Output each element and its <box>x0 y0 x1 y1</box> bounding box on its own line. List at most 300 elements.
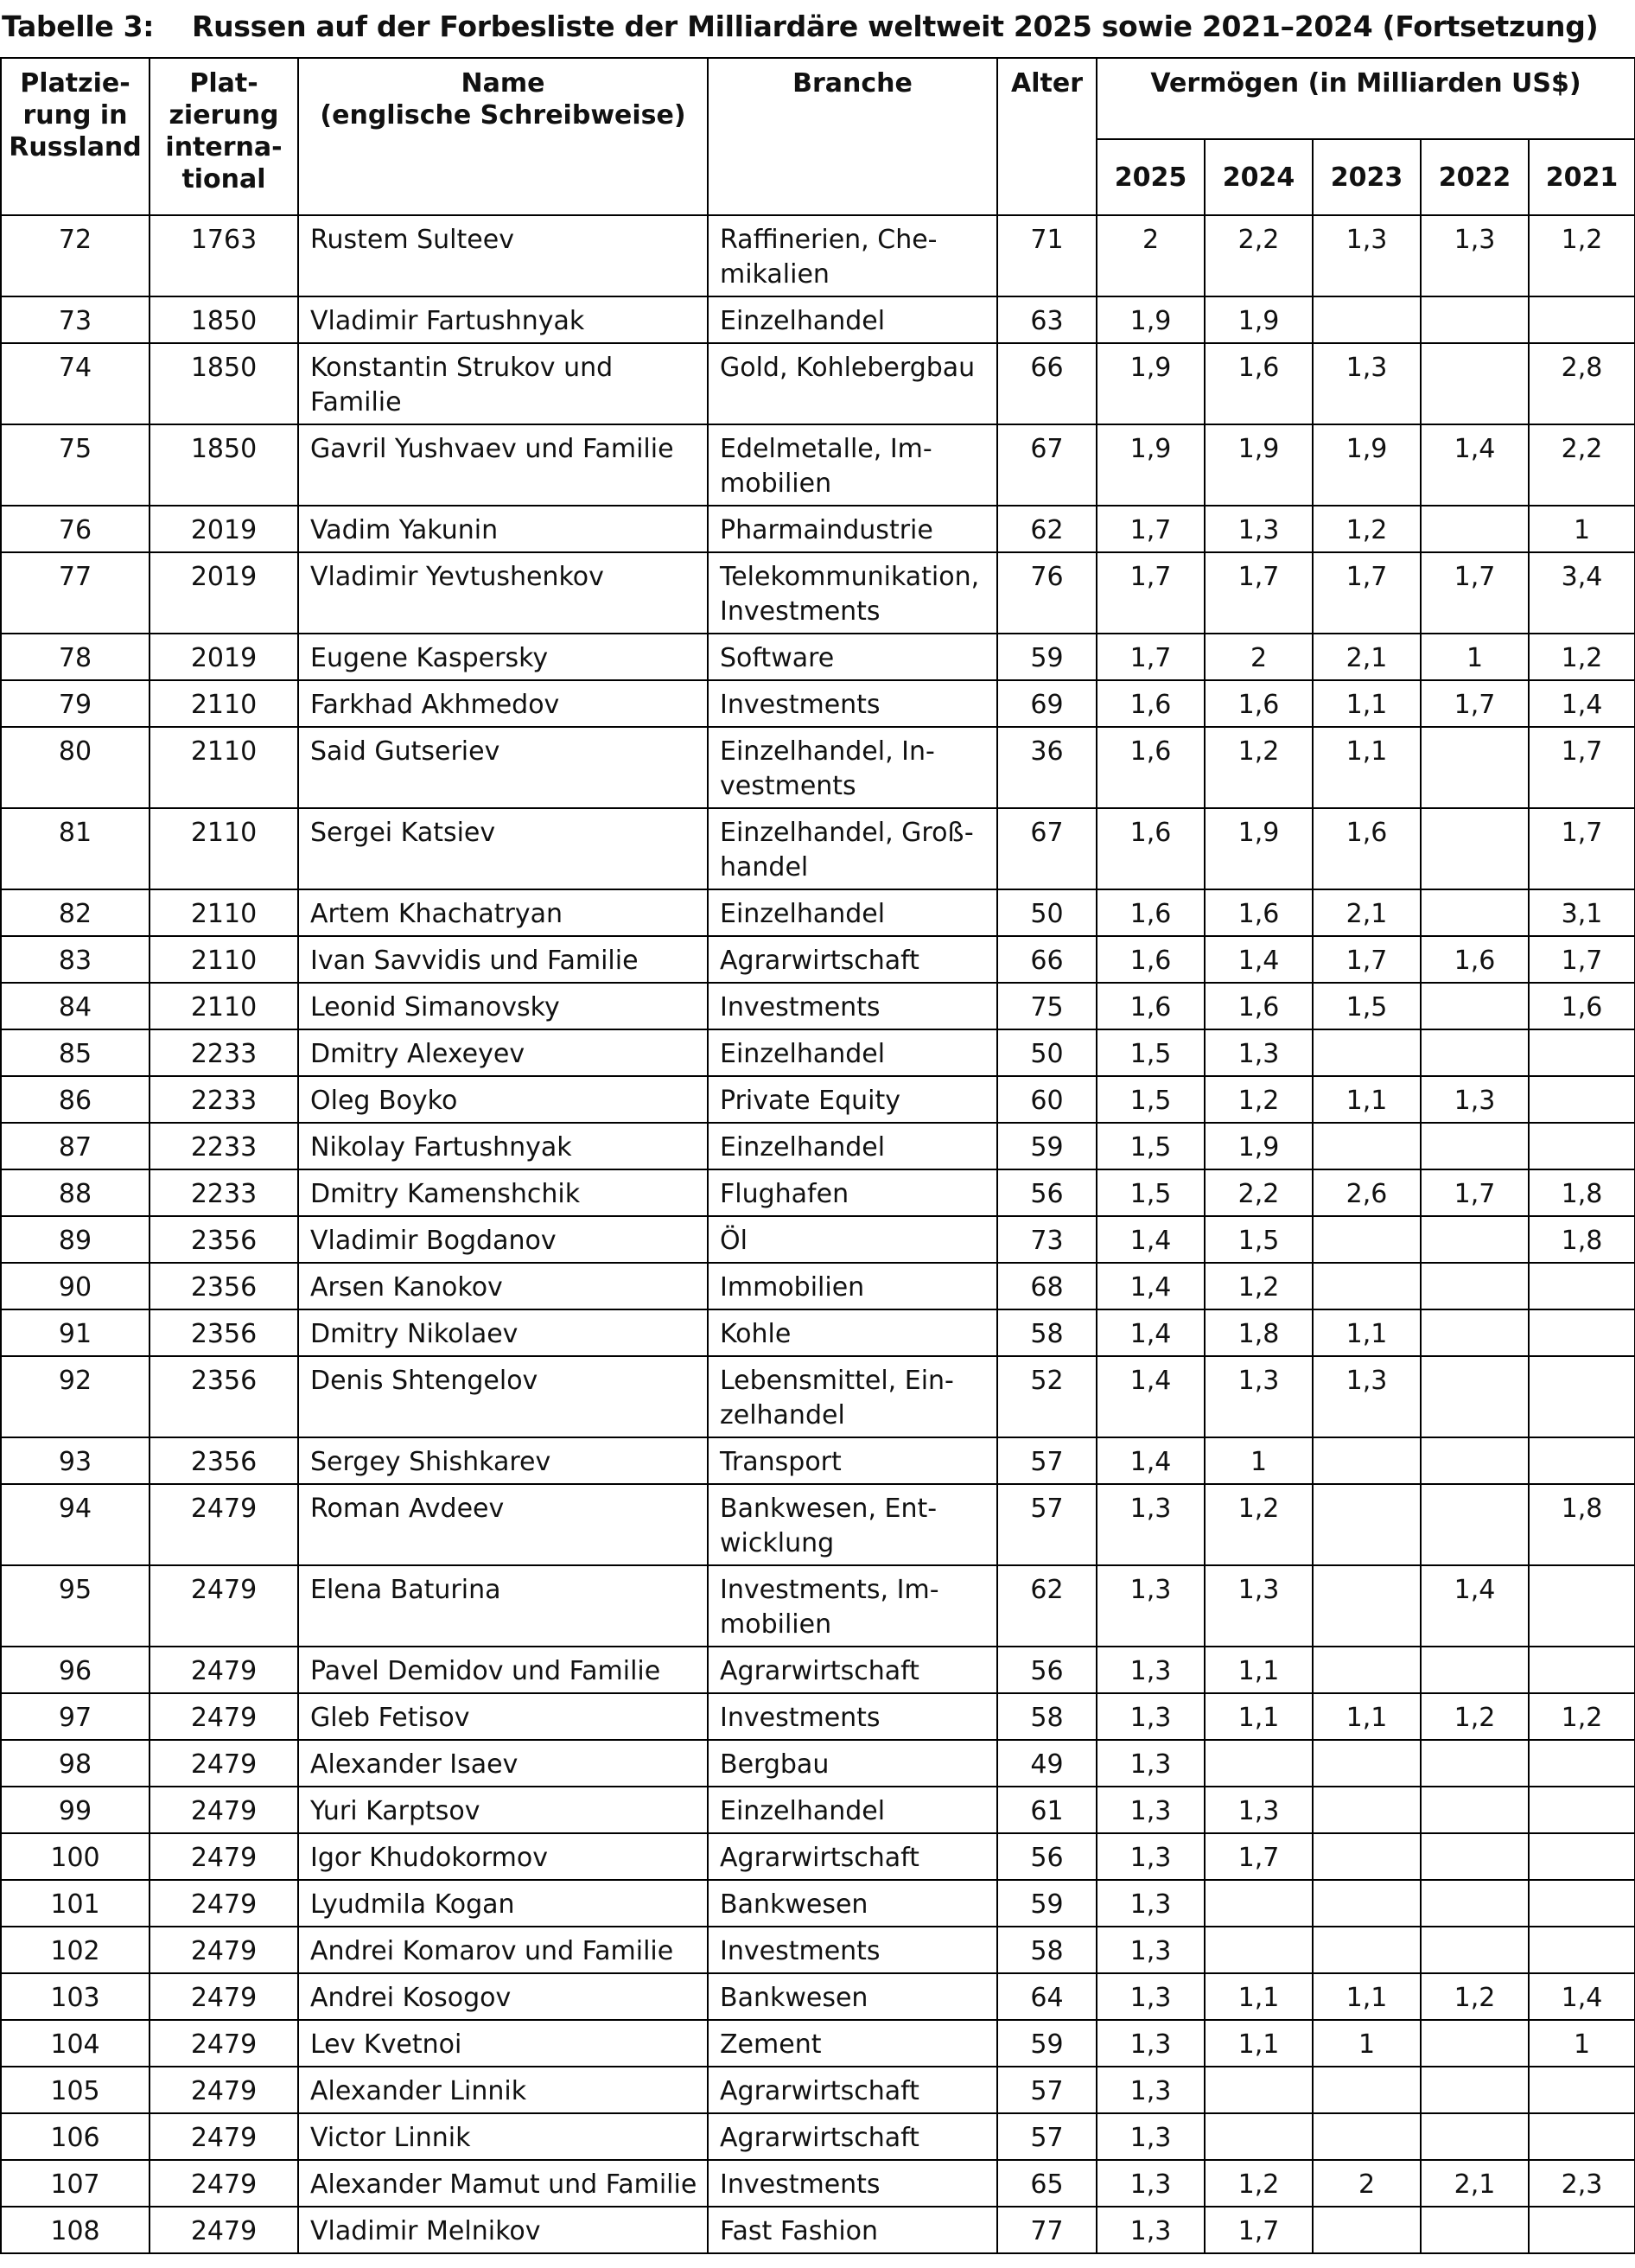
wealth-cell-2023 <box>1313 1833 1421 1880</box>
wealth-cell-2021: 1,4 <box>1529 1973 1635 2020</box>
age-cell: 75 <box>997 983 1097 1029</box>
wealth-cell-2022 <box>1421 2113 1529 2160</box>
rank-russia-cell: 107 <box>1 2160 150 2207</box>
wealth-cell-2021: 1,2 <box>1529 634 1635 680</box>
wealth-cell-2021: 1,8 <box>1529 1216 1635 1263</box>
header-year: 2022 <box>1421 139 1529 215</box>
rank-russia-cell: 103 <box>1 1973 150 2020</box>
wealth-cell-2024: 1,6 <box>1205 889 1313 936</box>
sector-cell-line: Raffinerien, Che- <box>720 225 938 255</box>
wealth-cell-2025: 1,9 <box>1097 296 1205 343</box>
rank-russia-cell: 95 <box>1 1565 150 1647</box>
wealth-cell-2021: 1 <box>1529 2020 1635 2067</box>
table-row <box>1 2020 1635 2067</box>
sector-cell <box>708 808 997 889</box>
wealth-cell-2021: 1 <box>1529 506 1635 552</box>
wealth-cell-2021: 1,7 <box>1529 727 1635 808</box>
wealth-cell-2025: 1,3 <box>1097 1833 1205 1880</box>
wealth-cell-2023 <box>1313 1565 1421 1647</box>
wealth-cell-2024: 1,1 <box>1205 1973 1313 2020</box>
wealth-cell-2025: 1,3 <box>1097 1647 1205 1693</box>
wealth-cell-2021: 1,6 <box>1529 983 1635 1029</box>
wealth-cell-2021 <box>1529 1927 1635 1973</box>
age-cell: 59 <box>997 634 1097 680</box>
age-cell: 66 <box>997 936 1097 983</box>
table-row <box>1 1263 1635 1309</box>
wealth-cell-2021 <box>1529 1880 1635 1927</box>
wealth-cell-2022 <box>1421 727 1529 808</box>
wealth-cell-2025: 1,5 <box>1097 1123 1205 1169</box>
table-row <box>1 1169 1635 1216</box>
wealth-cell-2023: 1,1 <box>1313 727 1421 808</box>
table-row <box>1 1927 1635 1973</box>
wealth-cell-2025: 1,7 <box>1097 552 1205 634</box>
name-cell: Dmitry Kamenshchik <box>298 1169 708 1216</box>
rank-russia-cell: 100 <box>1 1833 150 1880</box>
wealth-cell-2024: 1,4 <box>1205 936 1313 983</box>
wealth-cell-2025: 1,6 <box>1097 889 1205 936</box>
name-cell: Artem Khachatryan <box>298 889 708 936</box>
name-cell-line: Konstantin Strukov und <box>310 353 614 383</box>
wealth-cell-2022: 1,7 <box>1421 552 1529 634</box>
name-cell: Ivan Savvidis und Familie <box>298 936 708 983</box>
table-row <box>1 936 1635 983</box>
header-rank-international: Plat- zierung interna- tional <box>150 58 298 215</box>
wealth-cell-2025: 1,6 <box>1097 936 1205 983</box>
wealth-cell-2025: 1,3 <box>1097 1740 1205 1787</box>
age-cell: 65 <box>997 2160 1097 2207</box>
name-cell: Farkhad Akhmedov <box>298 680 708 727</box>
wealth-cell-2025: 1,4 <box>1097 1263 1205 1309</box>
billionaires-table <box>0 57 1635 2254</box>
sector-cell-line: Investments, Im- <box>720 1575 939 1605</box>
sector-cell-line: Telekommunikation, <box>720 562 980 592</box>
wealth-cell-2024: 1,1 <box>1205 1693 1313 1740</box>
sector-cell: Agrarwirtschaft <box>708 1647 997 1693</box>
rank-russia-cell: 77 <box>1 552 150 634</box>
wealth-cell-2021: 2,3 <box>1529 2160 1635 2207</box>
table-row <box>1 2067 1635 2113</box>
wealth-cell-2022 <box>1421 506 1529 552</box>
age-cell: 58 <box>997 1693 1097 1740</box>
rank-international-cell: 2110 <box>150 727 298 808</box>
sector-cell: Investments <box>708 2160 997 2207</box>
wealth-cell-2024: 1,3 <box>1205 506 1313 552</box>
rank-russia-cell: 101 <box>1 1880 150 1927</box>
wealth-cell-2025: 1,6 <box>1097 680 1205 727</box>
name-cell: Denis Shtengelov <box>298 1356 708 1437</box>
table-row <box>1 983 1635 1029</box>
rank-international-cell: 2233 <box>150 1029 298 1076</box>
wealth-cell-2024: 1,3 <box>1205 1356 1313 1437</box>
wealth-cell-2025: 1,4 <box>1097 1309 1205 1356</box>
name-cell: Andrei Komarov und Familie <box>298 1927 708 1973</box>
table-row <box>1 1693 1635 1740</box>
rank-russia-cell: 97 <box>1 1693 150 1740</box>
sector-cell-line: Edelmetalle, Im- <box>720 434 932 464</box>
rank-international-cell: 2233 <box>150 1076 298 1123</box>
sector-cell-line: Einzelhandel, Groß- <box>720 818 974 848</box>
wealth-cell-2022 <box>1421 808 1529 889</box>
name-cell: Roman Avdeev <box>298 1484 708 1565</box>
rank-russia-cell: 94 <box>1 1484 150 1565</box>
wealth-cell-2024: 1,2 <box>1205 727 1313 808</box>
age-cell: 50 <box>997 1029 1097 1076</box>
rank-russia-cell: 82 <box>1 889 150 936</box>
wealth-cell-2021: 3,1 <box>1529 889 1635 936</box>
wealth-cell-2023: 1,2 <box>1313 506 1421 552</box>
wealth-cell-2021 <box>1529 1647 1635 1693</box>
wealth-cell-2022: 1,2 <box>1421 1973 1529 2020</box>
table-row <box>1 1740 1635 1787</box>
rank-russia-cell: 74 <box>1 343 150 424</box>
wealth-cell-2022 <box>1421 1927 1529 1973</box>
name-cell: Arsen Kanokov <box>298 1263 708 1309</box>
rank-russia-cell: 76 <box>1 506 150 552</box>
sector-cell: Agrarwirtschaft <box>708 2067 997 2113</box>
wealth-cell-2024: 1,2 <box>1205 1263 1313 1309</box>
sector-cell-line: mobilien <box>720 468 832 499</box>
age-cell: 50 <box>997 889 1097 936</box>
age-cell: 77 <box>997 2207 1097 2253</box>
rank-international-cell: 2019 <box>150 552 298 634</box>
rank-international-cell: 2479 <box>150 1565 298 1647</box>
rank-international-cell: 2356 <box>150 1437 298 1484</box>
wealth-cell-2022 <box>1421 1437 1529 1484</box>
rank-russia-cell: 72 <box>1 215 150 296</box>
name-cell: Gavril Yushvaev und Familie <box>298 424 708 506</box>
age-cell: 52 <box>997 1356 1097 1437</box>
header-wealth: Vermögen (in Milliarden US$) <box>1097 58 1635 139</box>
rank-international-cell: 2479 <box>150 1740 298 1787</box>
wealth-cell-2021: 2,8 <box>1529 343 1635 424</box>
rank-international-cell: 2479 <box>150 2067 298 2113</box>
table-row <box>1 1833 1635 1880</box>
wealth-cell-2021: 1,7 <box>1529 936 1635 983</box>
wealth-cell-2022: 1,6 <box>1421 936 1529 983</box>
wealth-cell-2023 <box>1313 1927 1421 1973</box>
rank-international-cell: 2479 <box>150 1927 298 1973</box>
age-cell: 57 <box>997 2067 1097 2113</box>
wealth-cell-2025: 1,3 <box>1097 2113 1205 2160</box>
rank-international-cell: 1850 <box>150 296 298 343</box>
age-cell: 59 <box>997 1123 1097 1169</box>
wealth-cell-2025: 1,3 <box>1097 1565 1205 1647</box>
table-row <box>1 2207 1635 2253</box>
wealth-cell-2024: 2,2 <box>1205 215 1313 296</box>
wealth-cell-2025: 1,6 <box>1097 808 1205 889</box>
wealth-cell-2025: 1,3 <box>1097 2207 1205 2253</box>
table-row <box>1 1787 1635 1833</box>
wealth-cell-2024: 1,3 <box>1205 1787 1313 1833</box>
wealth-cell-2023: 1 <box>1313 2020 1421 2067</box>
wealth-cell-2023 <box>1313 1263 1421 1309</box>
wealth-cell-2023: 1,3 <box>1313 1356 1421 1437</box>
wealth-cell-2023 <box>1313 296 1421 343</box>
table-row <box>1 2160 1635 2207</box>
wealth-cell-2025: 1,9 <box>1097 343 1205 424</box>
rank-international-cell: 2110 <box>150 983 298 1029</box>
name-cell: Dmitry Alexeyev <box>298 1029 708 1076</box>
name-cell: Sergey Shishkarev <box>298 1437 708 1484</box>
table-caption <box>0 9 1598 45</box>
wealth-cell-2025: 1,9 <box>1097 424 1205 506</box>
wealth-cell-2024: 1,3 <box>1205 1565 1313 1647</box>
wealth-cell-2022 <box>1421 1123 1529 1169</box>
wealth-cell-2024: 1,6 <box>1205 983 1313 1029</box>
sector-cell-line: handel <box>720 852 809 882</box>
wealth-cell-2025: 1,7 <box>1097 634 1205 680</box>
sector-cell: Zement <box>708 2020 997 2067</box>
wealth-cell-2024: 1,7 <box>1205 2207 1313 2253</box>
wealth-cell-2023: 1,5 <box>1313 983 1421 1029</box>
rank-russia-cell: 88 <box>1 1169 150 1216</box>
table-row <box>1 1880 1635 1927</box>
age-cell: 62 <box>997 1565 1097 1647</box>
sector-cell-line: Lebensmittel, Ein- <box>720 1366 954 1396</box>
wealth-cell-2025: 1,3 <box>1097 1973 1205 2020</box>
wealth-cell-2025: 1,4 <box>1097 1356 1205 1437</box>
table-row <box>1 296 1635 343</box>
age-cell: 56 <box>997 1647 1097 1693</box>
name-cell: Vladimir Yevtushenkov <box>298 552 708 634</box>
wealth-cell-2023 <box>1313 1647 1421 1693</box>
age-cell: 66 <box>997 343 1097 424</box>
table-row <box>1 1309 1635 1356</box>
name-cell: Lyudmila Kogan <box>298 1880 708 1927</box>
name-cell: Gleb Fetisov <box>298 1693 708 1740</box>
name-cell-line: Familie <box>310 387 402 417</box>
wealth-cell-2023 <box>1313 2207 1421 2253</box>
table-row <box>1 1647 1635 1693</box>
wealth-cell-2022: 1,4 <box>1421 1565 1529 1647</box>
wealth-cell-2025: 1,3 <box>1097 1693 1205 1740</box>
rank-international-cell: 2479 <box>150 1484 298 1565</box>
rank-russia-cell: 91 <box>1 1309 150 1356</box>
wealth-cell-2025: 1,5 <box>1097 1029 1205 1076</box>
rank-russia-cell: 78 <box>1 634 150 680</box>
wealth-cell-2021 <box>1529 1123 1635 1169</box>
table-row <box>1 1076 1635 1123</box>
wealth-cell-2023 <box>1313 1484 1421 1565</box>
wealth-cell-2025: 2 <box>1097 215 1205 296</box>
wealth-cell-2021: 1,7 <box>1529 808 1635 889</box>
wealth-cell-2022: 1,7 <box>1421 1169 1529 1216</box>
sector-cell: Kohle <box>708 1309 997 1356</box>
name-cell: Andrei Kosogov <box>298 1973 708 2020</box>
age-cell: 76 <box>997 552 1097 634</box>
wealth-cell-2023: 2,6 <box>1313 1169 1421 1216</box>
wealth-cell-2021: 3,4 <box>1529 552 1635 634</box>
table-row <box>1 506 1635 552</box>
table-row <box>1 680 1635 727</box>
table-body <box>1 215 1635 2253</box>
rank-russia-cell: 96 <box>1 1647 150 1693</box>
name-cell: Pavel Demidov und Familie <box>298 1647 708 1693</box>
wealth-cell-2023: 1,9 <box>1313 424 1421 506</box>
rank-russia-cell: 108 <box>1 2207 150 2253</box>
wealth-cell-2021 <box>1529 1437 1635 1484</box>
header-sector: Branche <box>708 58 997 215</box>
wealth-cell-2022: 1,7 <box>1421 680 1529 727</box>
name-cell: Igor Khudokormov <box>298 1833 708 1880</box>
rank-international-cell: 2110 <box>150 889 298 936</box>
wealth-cell-2023: 1,1 <box>1313 1693 1421 1740</box>
sector-cell: Pharmaindustrie <box>708 506 997 552</box>
name-cell: Nikolay Fartushnyak <box>298 1123 708 1169</box>
sector-cell: Bergbau <box>708 1740 997 1787</box>
rank-international-cell: 2479 <box>150 1833 298 1880</box>
wealth-cell-2023: 1,7 <box>1313 552 1421 634</box>
wealth-cell-2021 <box>1529 2067 1635 2113</box>
wealth-cell-2024: 1,9 <box>1205 424 1313 506</box>
sector-cell: Private Equity <box>708 1076 997 1123</box>
wealth-cell-2023 <box>1313 1740 1421 1787</box>
sector-cell: Transport <box>708 1437 997 1484</box>
wealth-cell-2022 <box>1421 983 1529 1029</box>
rank-russia-cell: 73 <box>1 296 150 343</box>
sector-cell-line: mobilien <box>720 1609 832 1640</box>
wealth-cell-2024: 1,2 <box>1205 2160 1313 2207</box>
sector-cell: Investments <box>708 1927 997 1973</box>
sector-cell-line: wicklung <box>720 1528 835 1558</box>
rank-russia-cell: 90 <box>1 1263 150 1309</box>
name-cell: Vadim Yakunin <box>298 506 708 552</box>
table-row <box>1 727 1635 808</box>
wealth-cell-2025: 1,6 <box>1097 983 1205 1029</box>
sector-cell: Einzelhandel <box>708 1123 997 1169</box>
wealth-cell-2023 <box>1313 2067 1421 2113</box>
age-cell: 64 <box>997 1973 1097 2020</box>
table-row <box>1 2113 1635 2160</box>
rank-russia-cell: 104 <box>1 2020 150 2067</box>
wealth-cell-2023: 1,6 <box>1313 808 1421 889</box>
age-cell: 57 <box>997 1484 1097 1565</box>
sector-cell: Immobilien <box>708 1263 997 1309</box>
table-row <box>1 424 1635 506</box>
wealth-cell-2024 <box>1205 2113 1313 2160</box>
name-cell: Alexander Isaev <box>298 1740 708 1787</box>
wealth-cell-2022 <box>1421 1029 1529 1076</box>
rank-russia-cell: 89 <box>1 1216 150 1263</box>
sector-cell: Einzelhandel <box>708 889 997 936</box>
rank-international-cell: 2479 <box>150 2160 298 2207</box>
rank-russia-cell: 79 <box>1 680 150 727</box>
rank-russia-cell: 85 <box>1 1029 150 1076</box>
sector-cell-line: mikalien <box>720 259 830 290</box>
table-row <box>1 1356 1635 1437</box>
name-cell: Dmitry Nikolaev <box>298 1309 708 1356</box>
sector-cell: Software <box>708 634 997 680</box>
wealth-cell-2021: 1,2 <box>1529 215 1635 296</box>
wealth-cell-2022 <box>1421 2067 1529 2113</box>
wealth-cell-2022 <box>1421 343 1529 424</box>
sector-cell <box>708 552 997 634</box>
header-rank-russia: Platzie- rung in Russland <box>1 58 150 215</box>
wealth-cell-2023 <box>1313 1029 1421 1076</box>
age-cell: 57 <box>997 1437 1097 1484</box>
wealth-cell-2024 <box>1205 1740 1313 1787</box>
wealth-cell-2021 <box>1529 1787 1635 1833</box>
table-row <box>1 1216 1635 1263</box>
wealth-cell-2025: 1,6 <box>1097 727 1205 808</box>
wealth-cell-2024: 1,1 <box>1205 2020 1313 2067</box>
sector-cell: Einzelhandel <box>708 1787 997 1833</box>
rank-russia-cell: 92 <box>1 1356 150 1437</box>
rank-russia-cell: 81 <box>1 808 150 889</box>
age-cell: 71 <box>997 215 1097 296</box>
sector-cell: Investments <box>708 983 997 1029</box>
age-cell: 69 <box>997 680 1097 727</box>
sector-cell: Agrarwirtschaft <box>708 2113 997 2160</box>
wealth-cell-2023: 2 <box>1313 2160 1421 2207</box>
wealth-cell-2023: 1,1 <box>1313 1973 1421 2020</box>
wealth-cell-2024: 1,1 <box>1205 1647 1313 1693</box>
table-row <box>1 1973 1635 2020</box>
wealth-cell-2024: 1,6 <box>1205 343 1313 424</box>
age-cell: 67 <box>997 424 1097 506</box>
table-row <box>1 889 1635 936</box>
table-row <box>1 1437 1635 1484</box>
wealth-cell-2022 <box>1421 1740 1529 1787</box>
wealth-cell-2021 <box>1529 1029 1635 1076</box>
header-year: 2021 <box>1529 139 1635 215</box>
rank-international-cell: 2233 <box>150 1169 298 1216</box>
wealth-cell-2024: 2 <box>1205 634 1313 680</box>
wealth-cell-2025: 1,4 <box>1097 1216 1205 1263</box>
table-row <box>1 343 1635 424</box>
wealth-cell-2025: 1,3 <box>1097 1484 1205 1565</box>
wealth-cell-2021 <box>1529 1356 1635 1437</box>
rank-international-cell: 2110 <box>150 680 298 727</box>
sector-cell: Investments <box>708 680 997 727</box>
age-cell: 49 <box>997 1740 1097 1787</box>
wealth-cell-2022 <box>1421 1647 1529 1693</box>
table-row <box>1 1029 1635 1076</box>
table-title: Russen auf der Forbesliste der Milliardäre weltweit 2025 sowie 2021–2024 (Fortsetzung) <box>192 10 1599 43</box>
wealth-cell-2022 <box>1421 1263 1529 1309</box>
wealth-cell-2021 <box>1529 1076 1635 1123</box>
wealth-cell-2023: 1,3 <box>1313 343 1421 424</box>
rank-international-cell: 1850 <box>150 343 298 424</box>
wealth-cell-2022 <box>1421 1216 1529 1263</box>
rank-international-cell: 2479 <box>150 2207 298 2253</box>
wealth-cell-2025: 1,3 <box>1097 1927 1205 1973</box>
wealth-cell-2021: 1,4 <box>1529 680 1635 727</box>
table-row <box>1 215 1635 296</box>
rank-international-cell: 2479 <box>150 1693 298 1740</box>
age-cell: 59 <box>997 1880 1097 1927</box>
wealth-cell-2022: 1 <box>1421 634 1529 680</box>
sector-cell: Einzelhandel <box>708 1029 997 1076</box>
sector-cell: Fast Fashion <box>708 2207 997 2253</box>
sector-cell <box>708 215 997 296</box>
age-cell: 63 <box>997 296 1097 343</box>
wealth-cell-2023 <box>1313 1787 1421 1833</box>
rank-international-cell: 2479 <box>150 1787 298 1833</box>
table-number: Tabelle 3: <box>2 10 155 43</box>
wealth-cell-2022 <box>1421 2207 1529 2253</box>
rank-international-cell: 2019 <box>150 634 298 680</box>
sector-cell <box>708 727 997 808</box>
age-cell: 56 <box>997 1169 1097 1216</box>
table-row <box>1 634 1635 680</box>
age-cell: 73 <box>997 1216 1097 1263</box>
wealth-cell-2024: 1,8 <box>1205 1309 1313 1356</box>
rank-russia-cell: 84 <box>1 983 150 1029</box>
wealth-cell-2021 <box>1529 2207 1635 2253</box>
wealth-cell-2025: 1,5 <box>1097 1169 1205 1216</box>
